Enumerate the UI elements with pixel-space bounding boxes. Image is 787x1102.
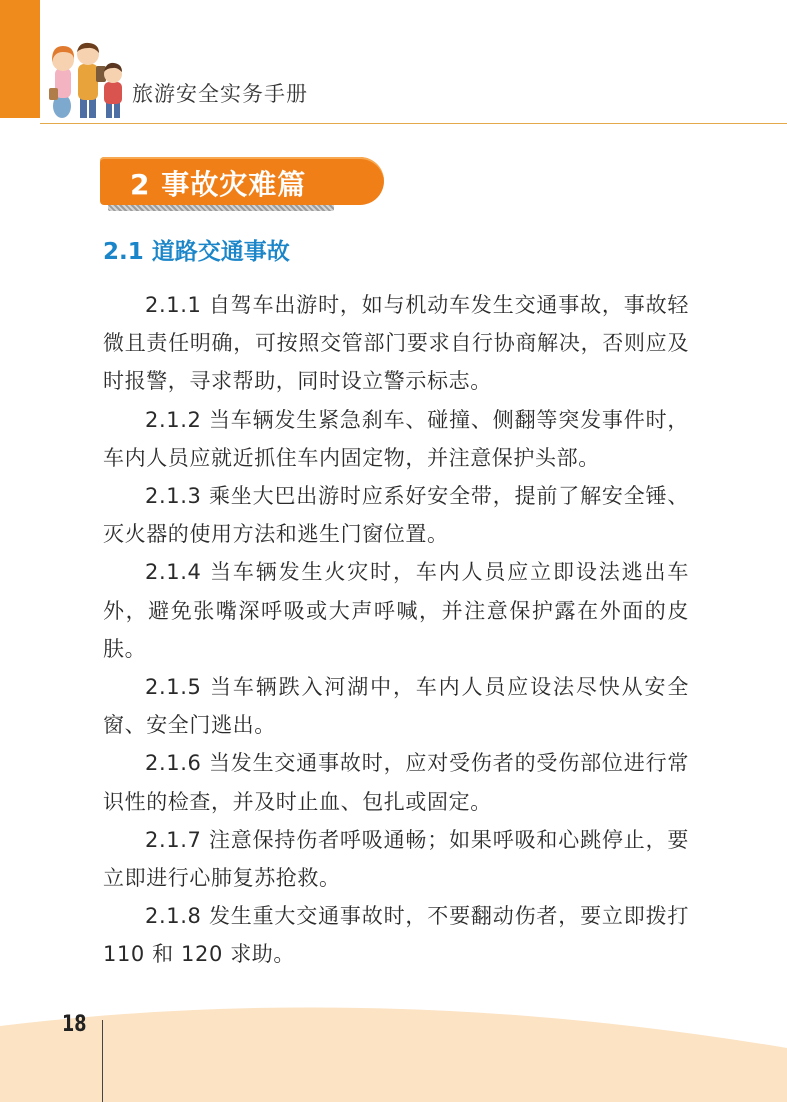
header-divider: [40, 123, 787, 124]
paragraph: 2.1.5 当车辆跌入河湖中，车内人员应设法尽快从安全窗、安全门逃出。: [103, 675, 689, 738]
page-number-rule: [102, 1020, 103, 1102]
book-title: 旅游安全实务手册: [132, 82, 308, 106]
paragraph: 2.1.7 注意保持伤者呼吸通畅；如果呼吸和心跳停止，要立即进行心肺复苏抢救。: [103, 827, 689, 891]
footer-curve: [0, 990, 787, 1102]
chapter-banner: [100, 157, 386, 213]
paragraph: 2.1.8 发生重大交通事故时，不要翻动伤者，要立即拨打 110 和 120 求助。: [103, 904, 689, 967]
paragraph: 2.1.3 乘坐大巴出游时应系好安全带，提前了解安全锤、灭火器的使用方法和逃生门窗位置。: [103, 484, 689, 547]
header-orange-tab: [0, 0, 40, 118]
paragraph: 2.1.1 自驾车出游时，如与机动车发生交通事故，事故轻微且责任明确，可按照交管部门要求自行协商解决，否则应及时报警，寻求帮助，同时设立警示标志。: [103, 293, 689, 394]
body-text: [103, 286, 689, 974]
chapter-title: 2 事故灾难篇: [130, 168, 307, 201]
paragraph: 2.1.2 当车辆发生紧急刹车、碰撞、侧翻等突发事件时，车内人员应就近抓住车内固定物，并注意保护头部。: [103, 407, 689, 470]
paragraph: 2.1.6 当发生交通事故时，应对受伤者的受伤部位进行常识性的检查，并及时止血、包扎或固定。: [103, 751, 689, 814]
paragraph: 2.1.4 当车辆发生火灾时，车内人员应立即设法逃出车外，避免张嘴深呼吸或大声呼喊，并注意保护露在外面的皮肤。: [103, 560, 689, 661]
family-travellers-icon: [44, 40, 128, 120]
page-number: 18: [62, 1012, 87, 1037]
section-heading: 2.1 道路交通事故: [103, 239, 290, 265]
